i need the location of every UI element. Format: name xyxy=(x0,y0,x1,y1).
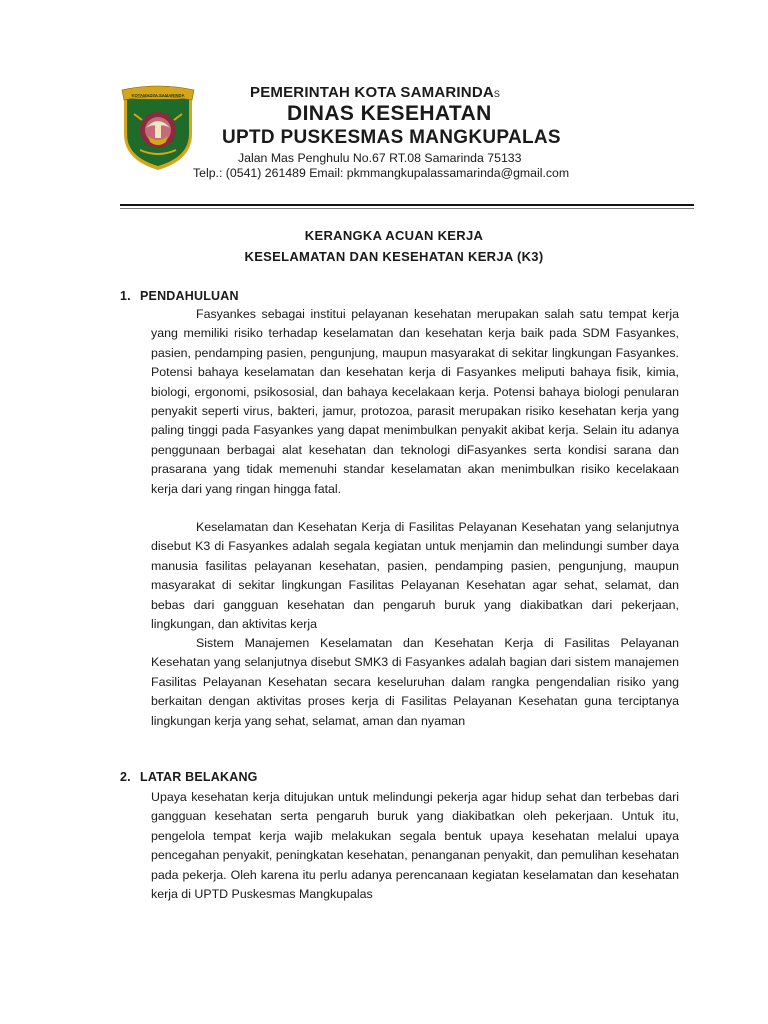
paragraph: Fasyankes sebagai institui pelayanan kesehatan merupakan salah satu tempat kerja yang memiliki risiko terhadap keselamatan dan kesehatan kerja baik pada SDM Fasyankes, pasien, pendamping pasien, pengunjung, maupun masyarakat di sekitar lingkungan Fasyankes. Potensi bahaya keselamatan dan kesehatan kerja di Fasyankes meliputi bahaya fisik, kimia, biologi, ergonomi, psikososial, dan bahaya kecelakaan kerja. Potensi bahaya biologi penularan penyakit seperti virus, bakteri, jamur, protozoa, parasit merupakan risiko kesehatan kerja yang paling tinggi pada Fasyankes yang dapat menimbulkan penyakit akibat kerja. Selain itu adanya penggunaan berbagai alat kesehatan dan teknologi diFasyankes serta kondisi sarana dan prasarana yang tidak memenuhi standar keselamatan akan menimbulkan risiko kecelakaan kerja dari yang ringan hingga fatal. xyxy=(151,307,679,496)
section-title: PENDAHULUAN xyxy=(140,289,239,303)
section-heading-pendahuluan xyxy=(120,289,239,303)
letterhead-address: Jalan Mas Penghulu No.67 RT.08 Samarinda 75133 xyxy=(238,151,522,165)
paragraph: Upaya kesehatan kerja ditujukan untuk melindungi pekerja agar hidup sehat dan terbebas dari gangguan kesehatan serta pengaruh buruk yang diakibatkan oleh pekerjaan. Untuk itu, pengelola tempat kerja wajib melakukan segala bentuk upaya kesehatan melalui upaya pencegahan penyakit, peningkatan kesehatan, penanganan penyakit, dan pemulihan kesehatan pada pekerja. Oleh karena itu perlu adanya perencanaan kegiatan keselamatan dan kesehatan kerja di UPTD Puskesmas Mangkupalas xyxy=(151,790,679,902)
document-subtitle: KESELAMATAN DAN KESEHATAN KERJA (K3) xyxy=(244,249,544,264)
city-emblem-logo xyxy=(120,84,196,170)
section-heading-latar-belakang xyxy=(120,770,258,784)
logo-banner-text: KOTAMADYA SAMARINDA xyxy=(131,93,185,98)
paragraph: Keselamatan dan Kesehatan Kerja di Fasilitas Pelayanan Kesehatan yang selanjutnya disebut K3 di Fasyankes adalah segala kegiatan untuk menjamin dan melindungi sumber daya manusia fasilitas pelayanan kesehatan, pasien, pendamping pasien, pengunjung, maupun masyarakat di sekitar lingkungan Fasilitas Pelayanan Kesehatan agar sehat, selamat, dan bebas dari gangguan kesehatan dan pengaruh buruk yang diakibatkan dari pekerjaan, lingkungan, dan aktivitas kerja xyxy=(151,520,679,632)
letterhead-government: PEMERINTAH KOTA SAMARINDAS xyxy=(250,84,501,101)
letterhead-suffix: S xyxy=(493,89,501,99)
letterhead-divider-thin xyxy=(120,208,694,209)
document-title: KERANGKA ACUAN KERJA xyxy=(304,228,484,243)
letterhead-divider-thick xyxy=(120,204,694,206)
letterhead-contact: Telp.: (0541) 261489 Email: pkmmangkupalassamarinda@gmail.com xyxy=(193,166,570,180)
section-title: LATAR BELAKANG xyxy=(140,770,258,784)
section-number: 1. xyxy=(120,289,131,303)
section-number: 2. xyxy=(120,770,131,784)
paragraph: Sistem Manajemen Keselamatan dan Kesehatan Kerja di Fasilitas Pelayanan Kesehatan yang selanjutnya disebut SMK3 di Fasyankes adalah bagian dari sistem manajemen Fasilitas Pelayanan Kesehatan secara keseluruhan dalam rangka pengendalian risiko yang berkaitan dengan aktivitas proses kerja di Fasilitas Pelayanan Kesehatan guna terciptanya lingkungan kerja yang sehat, selamat, aman dan nyaman xyxy=(151,636,679,728)
letterhead-unit: UPTD PUSKESMAS MANGKUPALAS xyxy=(222,127,561,148)
letterhead-department: DINAS KESEHATAN xyxy=(287,102,492,125)
